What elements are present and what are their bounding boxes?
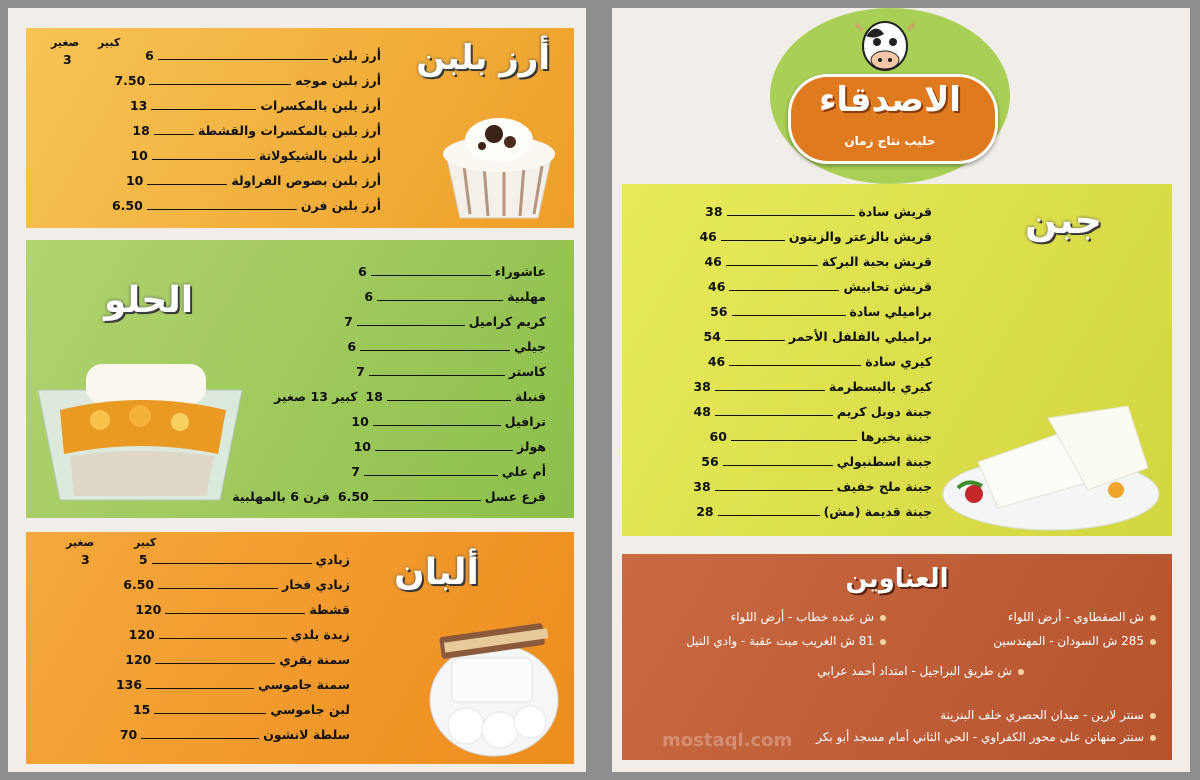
leader-line — [360, 350, 510, 351]
item-price: 46 — [704, 254, 722, 269]
item-price: 10 — [353, 439, 372, 454]
item-price: 6.50 — [123, 577, 155, 592]
list-item — [274, 389, 546, 404]
address-text: ش الصفطاوي - أرض اللواء — [1007, 610, 1144, 624]
addresses-title: العناوين — [845, 564, 949, 594]
list-item — [130, 98, 381, 113]
item-price: 18 — [132, 123, 150, 138]
leader-line — [158, 588, 278, 589]
left-menu-page — [8, 8, 586, 772]
address-line — [993, 634, 1156, 648]
leader-line — [715, 390, 825, 391]
addresses-panel — [622, 554, 1172, 760]
list-item — [704, 254, 932, 269]
item-price: 6 — [358, 264, 367, 279]
cheese-panel — [622, 184, 1172, 536]
dairy-small-price: 3 — [81, 552, 90, 567]
item-name: مهلبية — [507, 289, 546, 304]
cheese-plate-image — [938, 398, 1164, 534]
rice-small-price: 3 — [63, 52, 72, 67]
item-price: 6.50 — [337, 489, 369, 504]
leader-line — [731, 440, 857, 441]
list-item — [125, 652, 350, 667]
item-price: 46 — [699, 229, 717, 244]
rice-pudding-panel — [26, 28, 574, 228]
brand-name: الاصدقاء — [819, 80, 961, 120]
list-item — [123, 577, 350, 592]
list-item — [129, 627, 350, 642]
item-price: 136 — [115, 677, 143, 692]
address-text: 285 ش السودان - المهندسين — [993, 634, 1144, 648]
list-item — [694, 404, 932, 419]
list-item — [232, 489, 546, 504]
leader-line — [375, 450, 513, 451]
item-extra: فرن 6 بالمهلبية — [232, 489, 330, 504]
leader-line — [364, 475, 498, 476]
list-item — [693, 479, 932, 494]
item-name: سلطة لانشون — [263, 727, 350, 742]
item-price: 7 — [344, 314, 353, 329]
rice-pudding-image — [434, 106, 564, 226]
leader-line — [154, 713, 266, 714]
list-item — [364, 289, 546, 304]
list-item — [351, 464, 546, 479]
rice-pudding-list — [31, 48, 381, 228]
right-menu-page — [612, 8, 1190, 772]
list-item — [710, 304, 932, 319]
list-item — [701, 454, 932, 469]
leader-line — [152, 563, 312, 564]
item-name: ترافيل — [504, 414, 546, 429]
bullet-icon — [880, 615, 886, 621]
brand-tagline: حليب نتاج زمان — [844, 134, 936, 148]
address-text: ش طريق البراجيل - امتداد أحمد عرابي — [817, 664, 1012, 678]
list-item — [696, 504, 932, 519]
item-price: 7 — [351, 464, 360, 479]
item-price: 120 — [125, 652, 152, 667]
leader-line — [149, 84, 291, 85]
item-price: 38 — [693, 379, 711, 394]
list-item — [126, 173, 381, 188]
item-name: جبنة بخيرها — [860, 429, 932, 444]
address-text: ش عبده خطاب - أرض اللواء — [730, 610, 874, 624]
item-name: براميلي بالفلفل الأحمر — [788, 329, 932, 344]
address-text: سنتر منهاتن على محور الكفراوي - الحي الثاني أمام مسجد أبو بكر — [816, 730, 1144, 744]
item-name: جبنة دوبل كريم — [836, 404, 932, 419]
list-item — [139, 552, 350, 567]
leader-line — [718, 515, 820, 516]
cheese-list — [642, 204, 932, 534]
leader-line — [165, 613, 305, 614]
list-item — [135, 602, 350, 617]
list-item — [708, 354, 932, 369]
list-item — [116, 677, 350, 692]
address-text: سنتر لارين - ميدان الحصري خلف البنزينة — [940, 708, 1144, 722]
leader-line — [152, 159, 255, 160]
item-name: أم علي — [501, 464, 546, 479]
leader-line — [357, 325, 465, 326]
leader-line — [726, 265, 818, 266]
address-line — [940, 708, 1156, 722]
item-price: 70 — [119, 727, 138, 742]
list-item — [351, 414, 546, 429]
item-price: 7 — [356, 364, 365, 379]
dairy-plate-image — [422, 610, 562, 760]
list-item — [344, 314, 546, 329]
list-item — [120, 727, 350, 742]
bullet-icon — [880, 639, 886, 645]
item-name: قرع عسل — [484, 489, 546, 504]
item-name: سمنة بقري — [279, 652, 350, 667]
leader-line — [723, 465, 833, 466]
item-price: 10 — [351, 414, 369, 429]
item-price: 28 — [696, 504, 714, 519]
address-line — [816, 730, 1156, 744]
sweets-list — [206, 264, 546, 514]
item-name: كيري بالبسطرمة — [828, 379, 932, 394]
list-item — [703, 329, 932, 344]
item-price: 10 — [130, 148, 148, 163]
item-price: 6 — [347, 339, 357, 354]
bullet-icon — [1150, 713, 1156, 719]
item-name: قشطة — [309, 602, 350, 617]
item-name: أرز بلبن بالمكسرات والقشطة — [197, 123, 381, 138]
item-name: سمنة جاموسي — [258, 677, 350, 692]
item-price: 18 — [365, 389, 383, 404]
address-line — [817, 664, 1024, 678]
item-name: زبدة بلدي — [290, 627, 350, 642]
item-price: 120 — [128, 627, 155, 642]
leader-line — [154, 134, 194, 135]
leader-line — [725, 340, 785, 341]
dairy-col-large: كبير — [134, 536, 157, 549]
sweets-panel — [26, 240, 574, 518]
item-name: أرز بلبن بالمكسرات — [260, 98, 381, 113]
bullet-icon — [1150, 735, 1156, 741]
rice-pudding-title: أرز بلبن — [416, 38, 550, 78]
item-name: أرز بلبن بالشيكولاتة — [258, 148, 381, 163]
item-price: 6 — [145, 48, 154, 63]
leader-line — [147, 209, 297, 210]
address-line — [1008, 610, 1156, 624]
list-item — [145, 48, 381, 63]
item-name: براميلي سادة — [849, 304, 932, 319]
list-item — [354, 439, 546, 454]
item-name: عاشوراء — [494, 264, 546, 279]
leader-line — [159, 638, 287, 639]
list-item — [693, 379, 932, 394]
leader-line — [729, 365, 861, 366]
item-name: لبن جاموسي — [270, 702, 350, 717]
leader-line — [732, 315, 846, 316]
address-line — [731, 610, 886, 624]
address-line — [686, 634, 886, 648]
rice-col-large: كبير — [98, 36, 121, 49]
list-item — [114, 73, 381, 88]
dairy-list — [40, 552, 350, 762]
leader-line — [141, 738, 259, 739]
leader-line — [373, 500, 481, 501]
list-item — [705, 204, 932, 219]
leader-line — [146, 688, 254, 689]
item-name: كريم كراميل — [468, 314, 546, 329]
leader-line — [377, 300, 503, 301]
item-price: 13 — [129, 98, 148, 113]
item-name: جبنة اسطنبولي — [836, 454, 932, 469]
item-name: أرز بلبن — [331, 48, 381, 63]
item-name: أرز بلبن فرن — [300, 198, 381, 213]
list-item — [130, 148, 381, 163]
item-price: 120 — [135, 602, 162, 617]
item-price: 46 — [707, 354, 726, 369]
item-name: قنبلة — [514, 389, 546, 404]
item-price: 54 — [703, 329, 721, 344]
item-name: زبادي — [315, 552, 350, 567]
rice-col-small: صغير — [51, 36, 80, 49]
item-price: 60 — [709, 429, 727, 444]
dairy-panel — [26, 532, 574, 764]
leader-line — [721, 240, 785, 241]
list-item — [112, 198, 381, 213]
list-item — [133, 702, 350, 717]
item-name: جبنة قديمة (مش) — [823, 504, 932, 519]
item-price: 56 — [701, 454, 719, 469]
leader-line — [147, 184, 227, 185]
leader-line — [371, 275, 491, 276]
list-item — [132, 123, 381, 138]
leader-line — [387, 400, 511, 401]
item-price: 10 — [125, 173, 144, 188]
item-name: قريش تحابيش — [843, 279, 932, 294]
dairy-col-small: صغير — [66, 536, 95, 549]
item-price: 48 — [693, 404, 711, 419]
list-item — [710, 429, 933, 444]
leader-line — [729, 290, 839, 291]
item-name: قريش بحبة البركة — [821, 254, 932, 269]
leader-line — [715, 415, 833, 416]
bullet-icon — [1018, 669, 1024, 675]
list-item — [708, 279, 932, 294]
list-item — [347, 339, 546, 354]
item-name: كيري سادة — [865, 354, 932, 369]
leader-line — [373, 425, 501, 426]
item-name: هولز — [517, 439, 546, 454]
item-name: كاستر — [508, 364, 546, 379]
item-price: 46 — [708, 279, 726, 294]
cheese-title: جبن — [1024, 198, 1102, 242]
list-item — [699, 229, 932, 244]
item-price: 56 — [710, 304, 728, 319]
item-price: 38 — [705, 204, 723, 219]
item-price: 6.50 — [111, 198, 143, 213]
item-extra: كبير 13 صغير — [274, 389, 358, 404]
item-price: 15 — [132, 702, 151, 717]
sweets-title: الحلو — [104, 280, 194, 321]
bullet-icon — [1150, 615, 1156, 621]
item-price: 6 — [364, 289, 374, 304]
item-name: أرز بلبن موجه — [295, 73, 381, 88]
bullet-icon — [1150, 639, 1156, 645]
dairy-title: ألبان — [394, 552, 479, 593]
list-item — [358, 264, 546, 279]
item-price: 38 — [693, 479, 711, 494]
leader-line — [369, 375, 505, 376]
address-text: 81 ش الغريب ميت عقبة - وادي النيل — [686, 634, 874, 648]
item-name: جبنة ملح خفيف — [836, 479, 932, 494]
leader-line — [715, 490, 833, 491]
item-price: 7.50 — [114, 73, 146, 88]
item-name: أرز بلبن بصوص الفراولة — [231, 173, 381, 188]
item-name: زبادي فخار — [282, 577, 350, 592]
leader-line — [151, 109, 256, 110]
item-name: قريش بالزعتر والزيتون — [788, 229, 932, 244]
item-price: 5 — [138, 552, 148, 567]
leader-line — [155, 663, 275, 664]
leader-line — [727, 215, 855, 216]
list-item — [356, 364, 546, 379]
item-name: جيلي — [514, 339, 546, 354]
leader-line — [158, 59, 328, 60]
item-name: قريش سادة — [858, 204, 932, 219]
cow-icon — [852, 16, 918, 82]
watermark: mostaql.com — [662, 730, 793, 751]
